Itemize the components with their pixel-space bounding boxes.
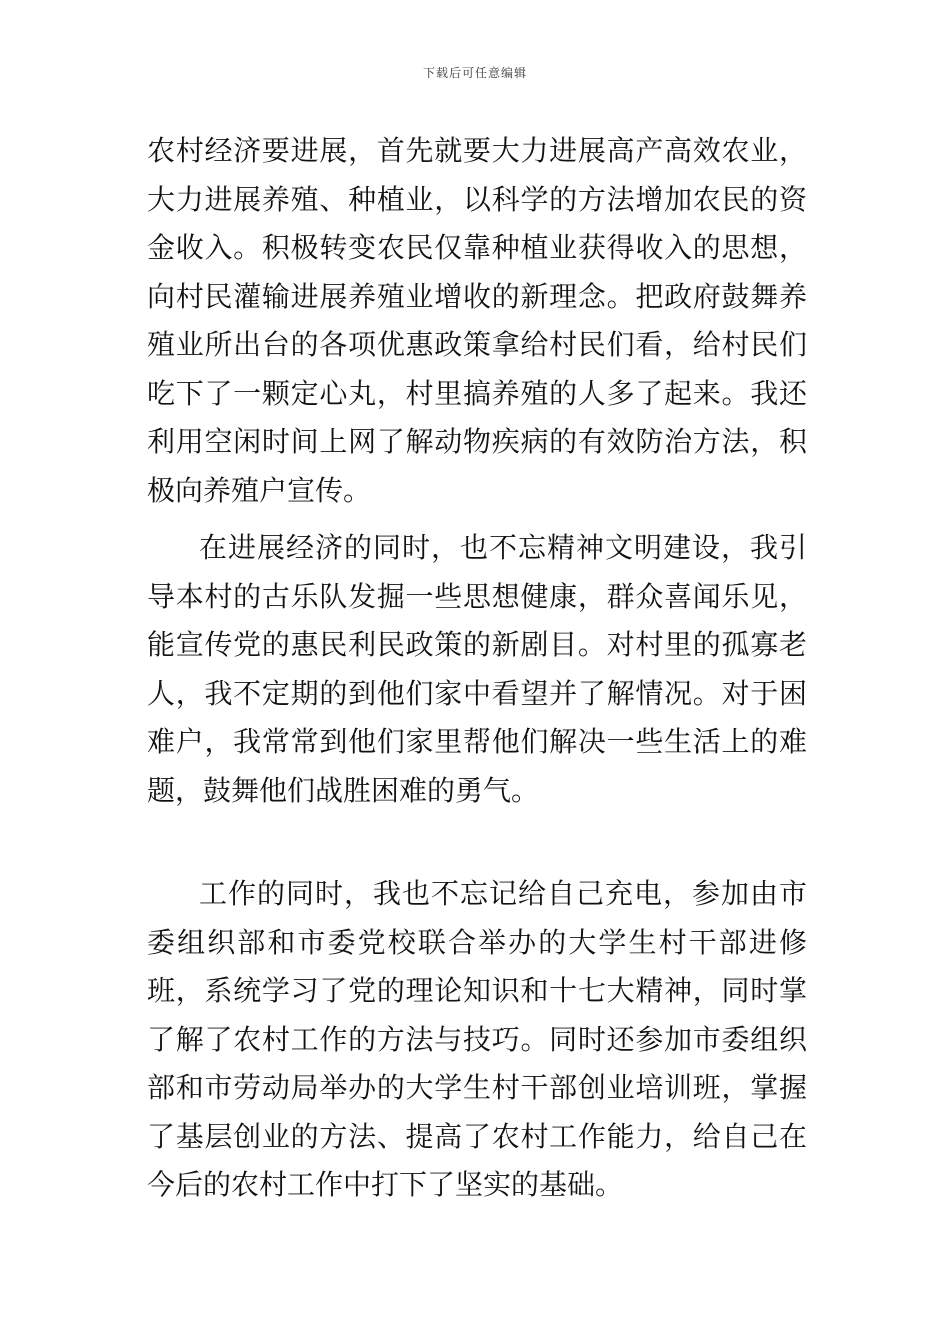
paragraph-1: 农村经济要进展，首先就要大力进展高产高效农业，大力进展养殖、种植业，以科学的方法增加农民的资金收入。积极转变农民仅靠种植业获得收入的思想，向村民灌输进展养殖业增收的新理念。把政府鼓舞养殖业所出台的各项优惠政策拿给村民们看，给村民们吃下了一颗定心丸，村里搞养殖的人多了起来。我还利用空闲时间上网了解动物疾病的有效防治方法，积极向养殖户宣传。: [147, 134, 807, 507]
paragraph-3: 工作的同时，我也不忘记给自己充电，参加由市委组织部和市委党校联合举办的大学生村干部进修班，系统学习了党的理论知识和十七大精神，同时掌了解了农村工作的方法与技巧。同时还参加市委组织部和市劳动局举办的大学生村干部创业培训班，掌握了基层创业的方法、提高了农村工作能力，给自己在今后的农村工作中打下了坚实的基础。: [147, 877, 807, 1201]
paragraph-2: 在进展经济的同时，也不忘精神文明建设，我引导本村的古乐队发掘一些思想健康，群众喜闻乐见，能宣传党的惠民利民政策的新剧目。对村里的孤寡老人，我不定期的到他们家中看望并了解情况。对于困难户，我常常到他们家里帮他们解决一些生活上的难题，鼓舞他们战胜困难的勇气。: [147, 531, 807, 807]
header-note: 下载后可任意编辑: [422, 66, 527, 80]
